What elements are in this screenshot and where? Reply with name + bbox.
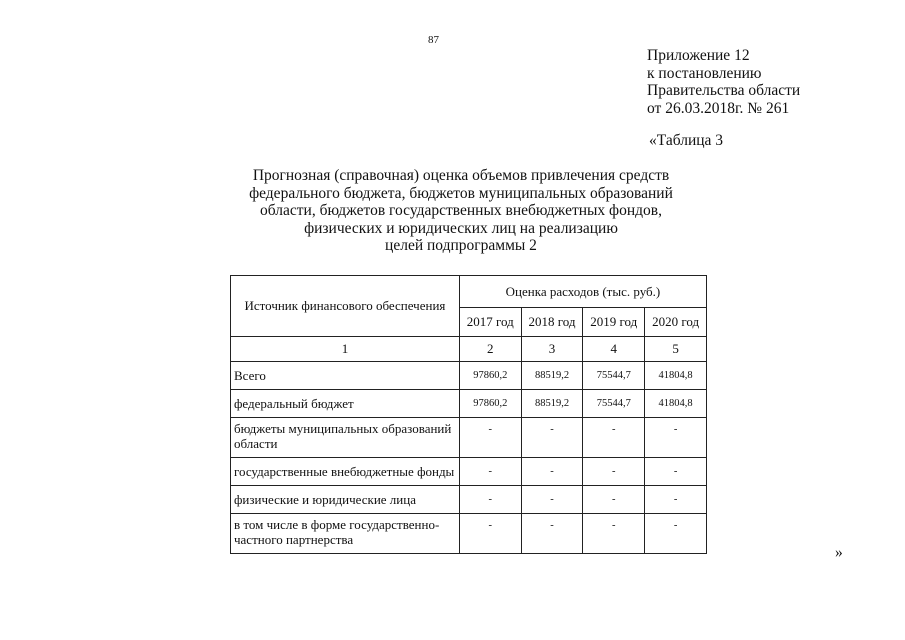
cell-value: - — [583, 514, 645, 554]
appendix-block — [647, 47, 800, 117]
title-line: физических и юридических лиц на реализацию — [304, 219, 618, 237]
title-line: целей подпрограммы 2 — [385, 237, 537, 254]
funding-table — [230, 275, 707, 554]
cell-value: - — [583, 486, 645, 514]
cell-value: - — [645, 458, 707, 486]
year-header: 2019 год — [583, 308, 645, 337]
cell-value: - — [645, 418, 707, 458]
appendix-line: Приложение 12 — [647, 47, 750, 64]
cell-value: 75544,7 — [583, 390, 645, 418]
cell-value: - — [521, 458, 583, 486]
cell-value: - — [521, 418, 583, 458]
total-value: 75544,7 — [583, 362, 645, 390]
page-number: 87 — [428, 34, 439, 46]
header-costs: Оценка расходов (тыс. руб.) — [459, 276, 706, 308]
cell-value: - — [521, 514, 583, 554]
column-number: 2 — [459, 337, 521, 362]
table-row — [231, 486, 707, 514]
header-source: Источник финансового обеспечения — [231, 276, 460, 337]
total-value: 97860,2 — [459, 362, 521, 390]
cell-value: - — [645, 486, 707, 514]
column-number-row — [231, 337, 707, 362]
title-line: области, бюджетов государственных внебюджетных фондов, — [260, 202, 662, 219]
cell-value: - — [583, 418, 645, 458]
total-value: 41804,8 — [645, 362, 707, 390]
row-label: бюджеты муниципальных образований области — [231, 418, 460, 458]
closing-quote: » — [835, 544, 843, 561]
title-line: федерального бюджета, бюджетов муниципальных образований — [249, 184, 673, 202]
document-title — [230, 167, 692, 255]
cell-value: - — [459, 418, 521, 458]
appendix-line: от 26.03.2018г. № 261 — [647, 99, 790, 117]
column-number: 3 — [521, 337, 583, 362]
title-line: Прогнозная (справочная) оценка объемов привлечения средств — [252, 167, 670, 184]
cell-value: - — [645, 514, 707, 554]
table-row — [231, 390, 707, 418]
cell-value: - — [459, 458, 521, 486]
cell-value: - — [521, 486, 583, 514]
row-label: федеральный бюджет — [231, 390, 460, 418]
table-row — [231, 418, 707, 458]
table-header-row — [231, 276, 707, 308]
year-header: 2018 год — [521, 308, 583, 337]
table-row — [231, 362, 707, 390]
cell-value: 41804,8 — [645, 390, 707, 418]
total-value: 88519,2 — [521, 362, 583, 390]
column-number: 5 — [645, 337, 707, 362]
row-label-total: Всего — [231, 362, 460, 390]
row-label: государственные внебюджетные фонды — [231, 458, 460, 486]
cell-value: - — [583, 458, 645, 486]
appendix-line: к постановлению — [647, 64, 762, 82]
cell-value: - — [459, 514, 521, 554]
appendix-line: Правительства области — [647, 82, 801, 99]
table-row — [231, 514, 707, 554]
row-label: в том числе в форме государственно-частного партнерства — [231, 514, 460, 554]
table-row — [231, 458, 707, 486]
year-header: 2020 год — [645, 308, 707, 337]
year-header: 2017 год — [459, 308, 521, 337]
cell-value: 97860,2 — [459, 390, 521, 418]
column-number: 1 — [231, 337, 460, 362]
row-label: физические и юридические лица — [231, 486, 460, 514]
cell-value: - — [459, 486, 521, 514]
cell-value: 88519,2 — [521, 390, 583, 418]
table-label: «Таблица 3 — [649, 132, 724, 149]
column-number: 4 — [583, 337, 645, 362]
